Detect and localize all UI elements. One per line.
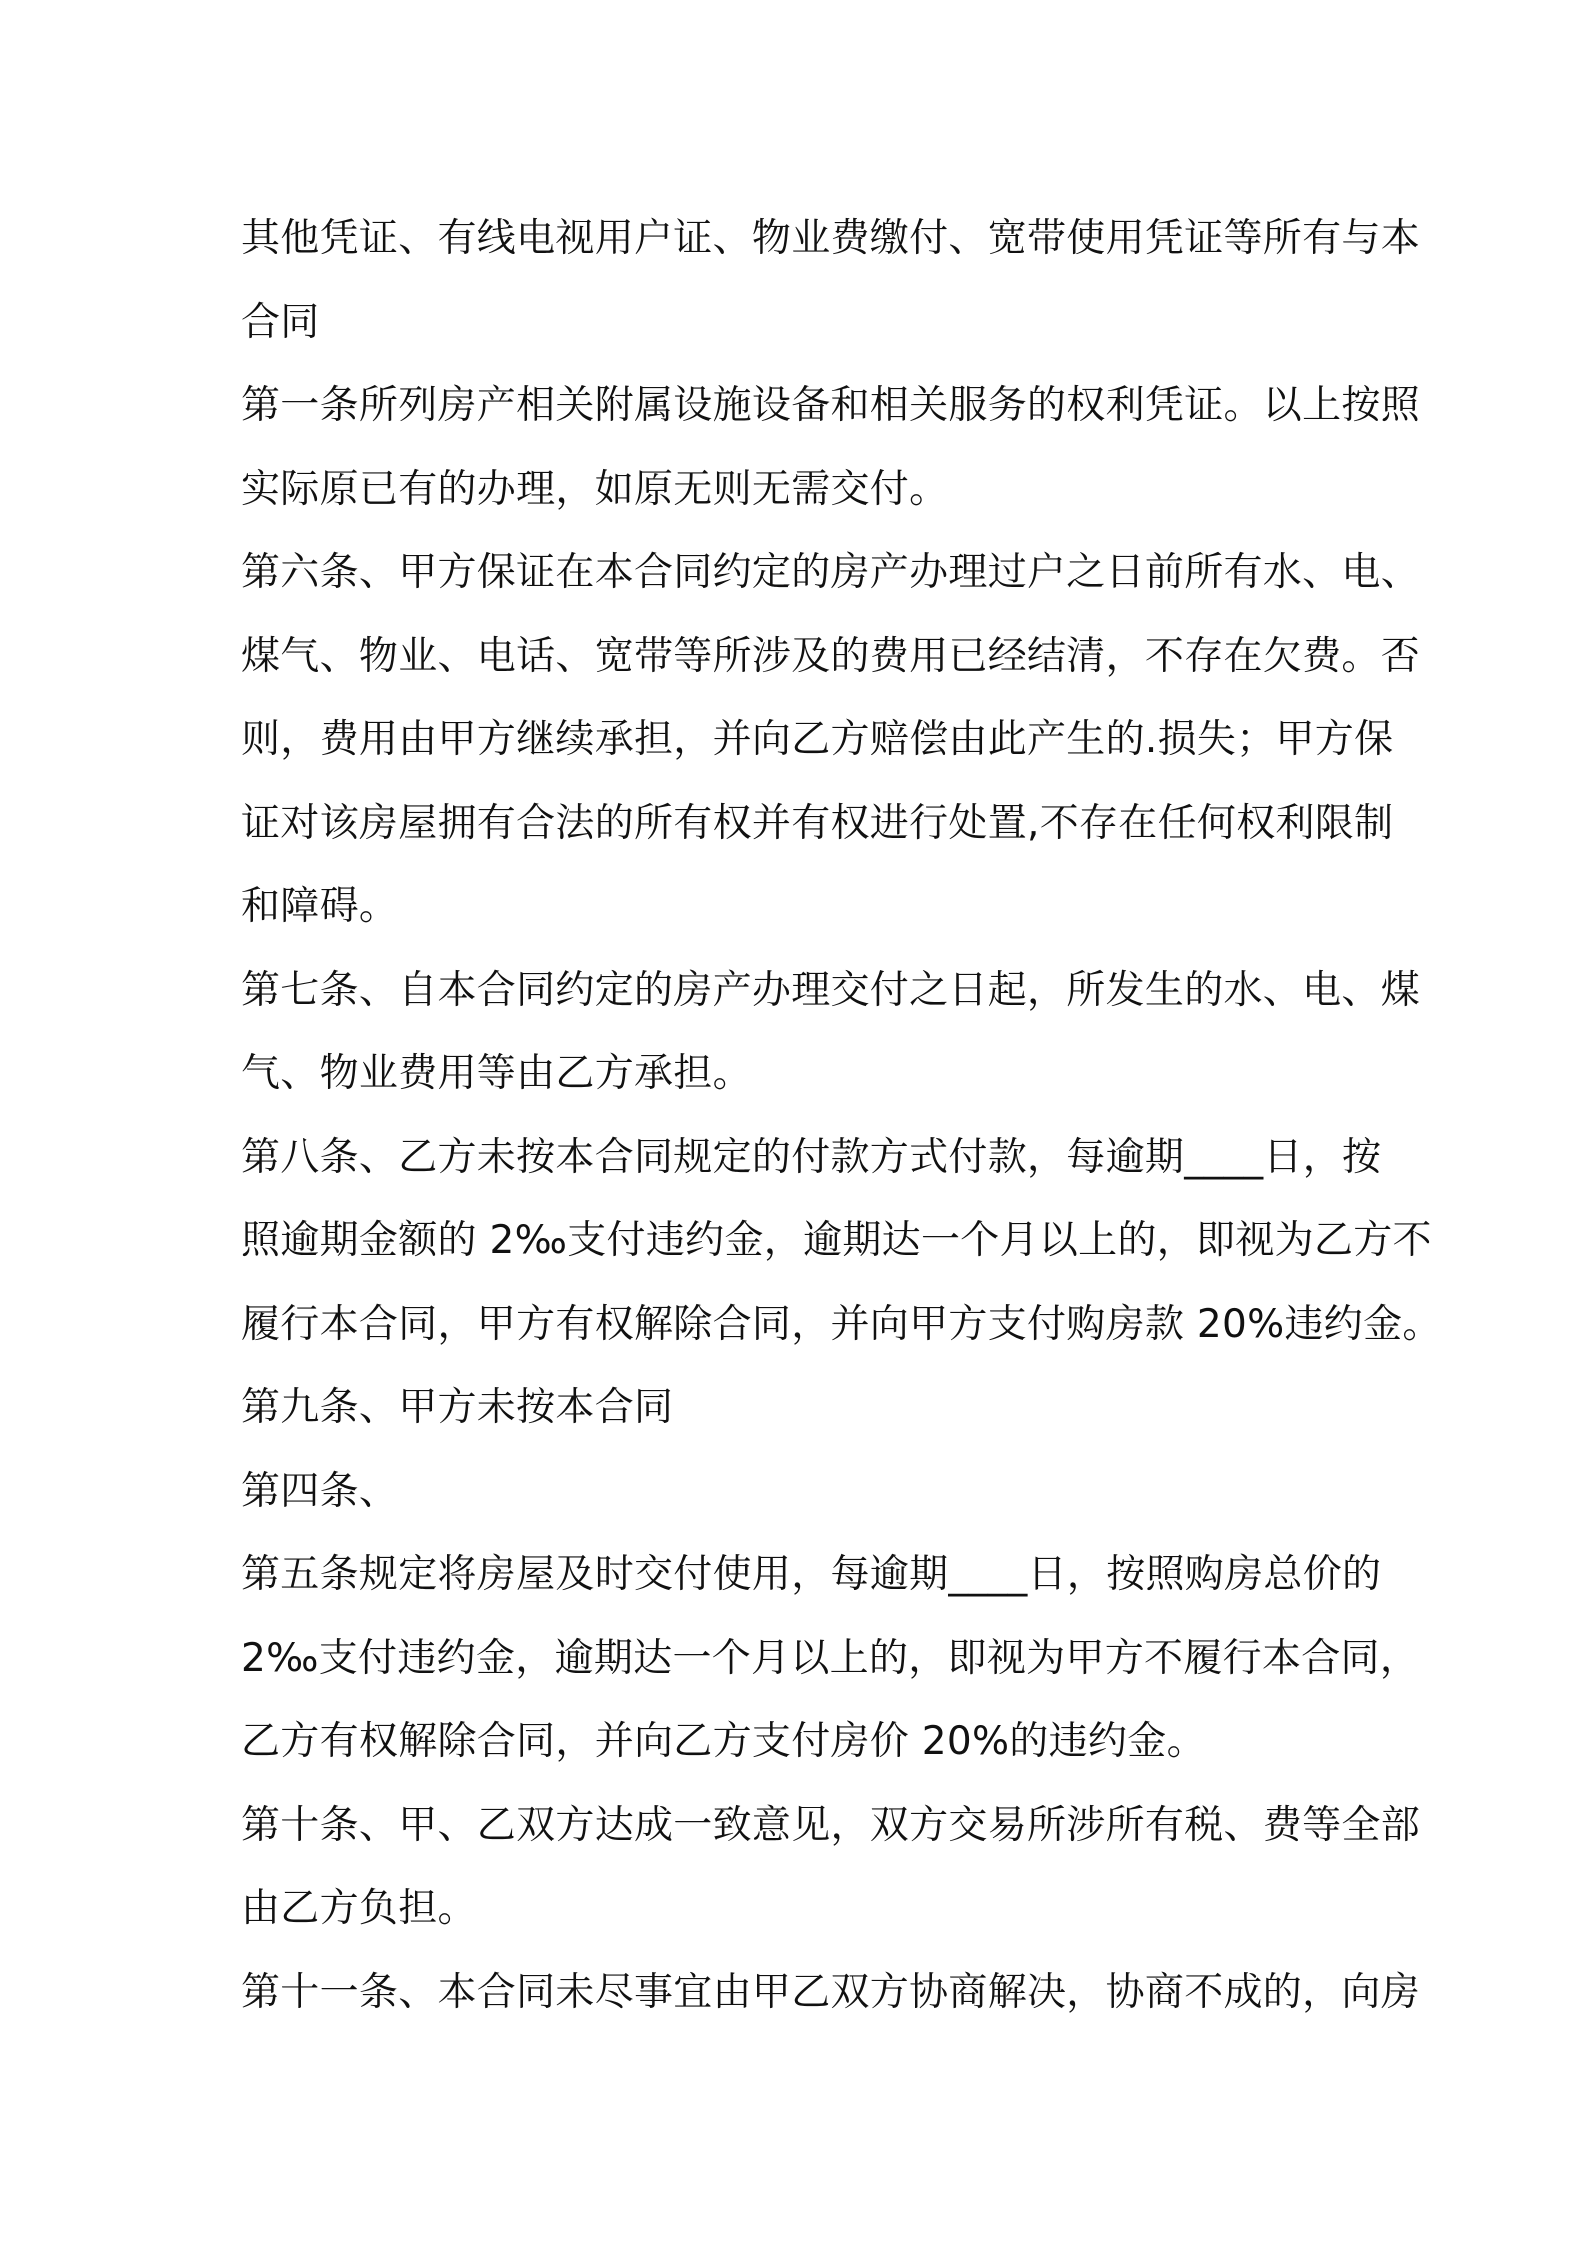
text-line: 第十条、甲、乙双方达成一致意见，双方交易所涉所有税、费等全部 [241,1802,1421,1848]
text-line: 照逾期金额的 2‰支付违约金，逾期达一个月以上的，即视为乙方不 [241,1218,1432,1263]
text-line: 和障碍。 [241,884,399,929]
text-line: 实际原已有的办理，如原无则无需交付。 [241,466,949,512]
text-line: 其他凭证、有线电视用户证、物业费缴付、宽带使用凭证等所有与本 [241,216,1421,261]
text-line: 由乙方负担。 [241,1886,477,1931]
text-line: 乙方有权解除合同，并向乙方支付房价 20%的违约金。 [241,1719,1206,1764]
text-line: 则，费用由甲方继续承担，并向乙方赔偿由此产生的.损失；甲方保 [241,717,1394,762]
text-line: 2‰支付违约金，逾期达一个月以上的，即视为甲方不履行本合同， [241,1635,1420,1681]
text-line: 合同 [241,299,320,345]
text-line: 煤气、物业、电话、宽带等所涉及的费用已经结清，不存在欠费。否 [241,633,1421,679]
text-line: 证对该房屋拥有合法的所有权并有权进行处置,不存在任何权利限制 [241,800,1394,846]
text-line: 履行本合同，甲方有权解除合同，并向甲方支付购房款 20%违约金。 [241,1301,1442,1347]
text-line: 第五条规定将房屋及时交付使用，每逾期____日，按照购房总价的 [241,1552,1382,1597]
text-line: 第九条、甲方未按本合同 [241,1385,674,1430]
text-line: 第七条、自本合同约定的房产办理交付之日起，所发生的水、电、煤 [241,967,1421,1013]
text-line: 第四条、 [241,1468,399,1514]
text-line: 第八条、乙方未按本合同规定的付款方式付款，每逾期____日，按 [241,1134,1382,1180]
text-line: 第十一条、本合同未尽事宜由甲乙双方协商解决，协商不成的，向房 [241,1969,1421,2015]
text-line: 第一条所列房产相关附属设施设备和相关服务的权利凭证。以上按照 [241,383,1421,428]
text-line: 气、物业费用等由乙方承担。 [241,1051,752,1096]
text-line: 第六条、甲方保证在本合同约定的房产办理过户之日前所有水、电、 [241,550,1421,595]
contract-body [241,197,1442,2034]
